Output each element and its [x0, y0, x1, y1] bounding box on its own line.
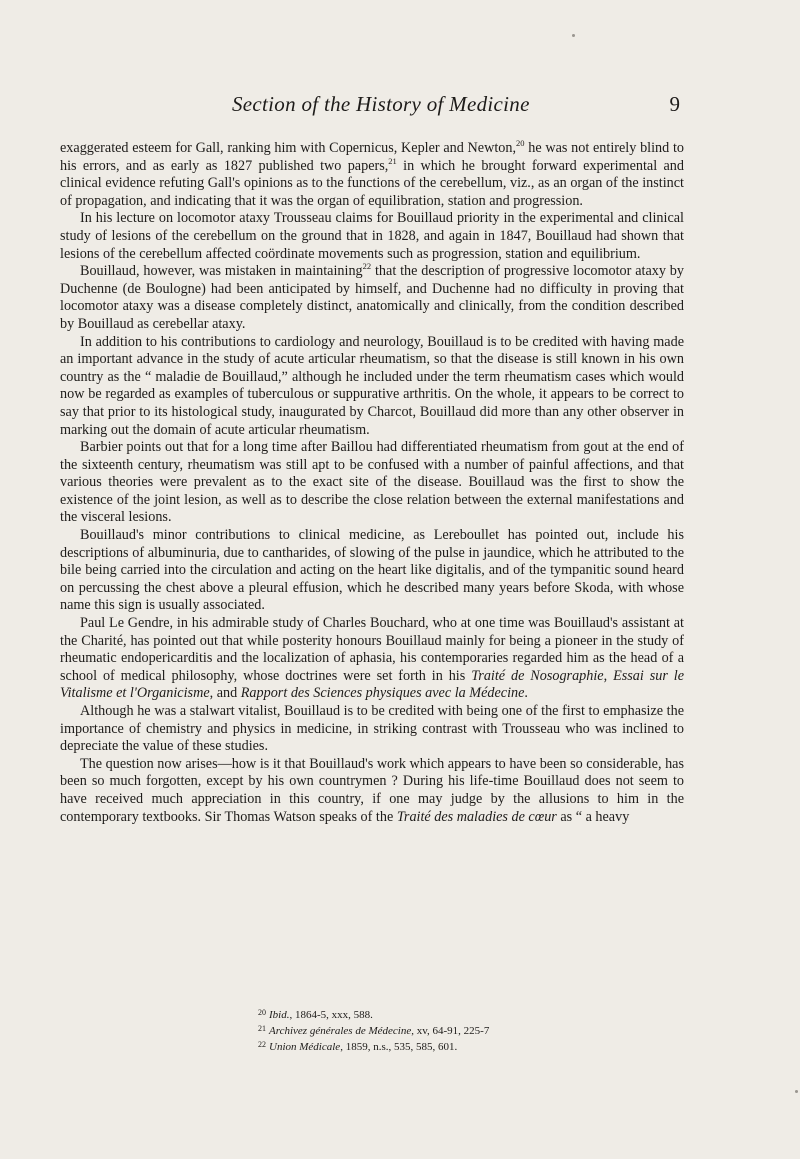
paragraph-7 [60, 615, 684, 703]
page-header [60, 92, 680, 128]
page-number: 9 [669, 92, 680, 116]
footnote-detail: , 1864-5, xxx, 588. [289, 1009, 373, 1021]
footnote-21 [258, 1022, 688, 1038]
text-run: he was not entirely blind to his errors, and as early as 1827 published two papers, [60, 140, 684, 174]
footnote-ref-22[interactable]: 22 [362, 261, 372, 272]
footnote-ref-21[interactable]: 21 [388, 155, 397, 166]
footnote-20 [258, 1006, 688, 1022]
text-run: , [603, 667, 614, 684]
work-title: Essai sur le Vitalisme et l'Organicisme [60, 667, 685, 702]
footnote-number: 21 [258, 1024, 266, 1033]
paragraph-2: In his lecture on locomotor ataxy Trousseau claims for Bouillaud priority in the experimental and clinical study of lesions of the cerebellum on the ground that in 1828, and again in 1847, Bouillaud had shown that lesions of the cerebellum affected coördinate movements such as progression, station and equilibrium. [60, 210, 684, 262]
footnote-ref-20[interactable]: 20 [516, 138, 525, 148]
paper-speck [572, 34, 575, 37]
paragraph-4: In addition to his contributions to cardiology and neurology, Bouillaud is to be credited with having made an important advance in the study of acute articular rheumatism, so that the disease is still known in his own country as the “ maladie de Bouillaud,” although he included under the term rheumatism cases which would now be regarded as examples of tuberculous or suppurative arthritis. On the whole, it appears to be correct to say that prior to its histological study, inaugurated by Charcot, Bouillaud did more than any other observer in marking out the domain of acute articular rheumatism. [60, 333, 684, 438]
text-run: exaggerated esteem for Gall, ranking him with Copernicus, Kepler and Newton, [60, 140, 517, 156]
paragraph-9 [60, 756, 684, 826]
footnote-source: Ibid. [269, 1009, 290, 1021]
text-run: . [524, 685, 528, 702]
footnote-source: Union Médicale [269, 1041, 341, 1053]
paragraph-8: Although he was a stalwart vitalist, Bouillaud is to be credited with being one of the first to emphasize the importance of chemistry and physics in medicine, in striking contrast with Trousseau who was inclined to depreciate the value of these studies. [60, 703, 684, 755]
work-title: Traité des maladies de cœur [396, 808, 557, 825]
work-title: Traité de Nosographie [471, 667, 604, 684]
paragraph-5: Barbier points out that for a long time after Baillou had differentiated rheumatism from gout at the end of the sixteenth century, rheumatism was still apt to be confused with a number of painful affections, and that various theories were prevalent as to the exact site of the disease. Bouillaud was the first to show the existence of the joint lesion, as well as to describe the close relation between the external manifestations and the visceral lesions. [60, 439, 684, 526]
text-run: that the description of progressive locomotor ataxy by Duchenne (de Boulogne) had been anticipated by himself, and Duchenne had no difficulty in proving that locomotor ataxy was a disease completely distinct, anatomically and clinically, from the condition described by Bouillaud as cerebellar ataxy. [60, 263, 684, 332]
text-run: as “ a heavy [556, 808, 630, 825]
text-run: Paul Le Gendre, in his admirable study of Charles Bouchard, who at one time was Bouillaud's assistant at the Charité, has pointed out that while posterity honours Bouillaud mainly for being a pioneer in the study of rheumatic endopericarditis and the localization of aphasia, his contemporaries regarded him as the head of a school of medical philosophy, whose doctrines were set forth in his [60, 615, 684, 684]
footnote-source: Archivez générales de Médecine [269, 1025, 412, 1037]
paragraph-6: Bouillaud's minor contributions to clinical medicine, as Lereboullet has pointed out, include his descriptions of albuminuria, due to cantharides, of slowing of the pulse in jaundice, which he attributed to the bile being carried into the circulation and acting on the heart like digitalis, and of the tympanitic sound heard on percussing the chest above a pleural effusion, which he described many years before Skoda, with whose name this sign is usually associated. [60, 527, 684, 614]
text-run: , and [209, 685, 241, 702]
running-title: Section of the History of Medicine [232, 92, 530, 116]
footnote-number: 20 [258, 1008, 266, 1017]
footnote-detail: , 1859, n.s., 535, 585, 601. [340, 1041, 458, 1053]
text-run: The question now arises—how is it that Bouillaud's work which appears to have been so considerable, has been so much forgotten, except by his own countrymen ? During his life-time Bouillaud does not seem to have received much appreciation in this country, if one may judge by the allusions to him in the contemporary textbooks. Sir Thomas Watson speaks of the [60, 755, 684, 825]
text-run: Bouillaud, however, was mistaken in maintaining [80, 263, 363, 280]
work-title: Rapport des Sciences physiques avec la Médecine [240, 685, 525, 702]
footnote-22 [258, 1038, 688, 1054]
footnotes [258, 1006, 688, 1054]
paper-speck [795, 1090, 798, 1093]
body-text [60, 140, 684, 826]
footnote-detail: , xv, 64-91, 225-7 [411, 1025, 490, 1037]
paragraph-1 [60, 140, 684, 210]
footnote-number: 22 [258, 1040, 266, 1049]
paragraph-3 [60, 263, 684, 333]
text-run: in which he brought forward experimental and clinical evidence refuting Gall's opinions as to the functions of the cerebellum, viz., as an organ of the instinct of propagation, and indicating that it was the organ of equilibration, station and progression. [60, 157, 684, 209]
